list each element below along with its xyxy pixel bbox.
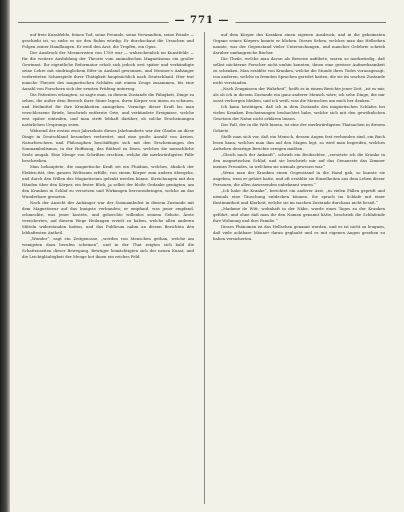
paragraph: auf dem Körper des Kranken einen eigenen Ausdruck, und in die geheimsten Organe seines Körpers konnte er blicken. Dieses Sehen, welches man das Hellsehen nannte, war der Gegenstand vieler Untersuchungen, und mancher Gelehrte schrieb darüber umfangreiche Bücher.	[213, 32, 385, 55]
paragraph: Ich kann bestätigen, daß ich in dem Zustande des magnetischen Schlafes bei vielen Kranken Erscheinungen beobachtet habe, welche sich mit den gewöhnlichen Gesetzen der Natur nicht erklären lassen.	[213, 104, 385, 121]
paragraph: Man behauptete, die magnetische Kraft sei ein Fluidum, welches, ähnlich der Elektricität, den ganzen Weltraum erfülle, von einem Körper zum andern übergehe, und durch den Willen des Magnetiseurs gelenkt werden könne. Streichungen mit den Händen über den Körper, ein fester Blick, ja selbst der bloße Gedanke genügten, um den Kranken in Schlaf zu versetzen und Wirkungen hervorzubringen, welche an das Wunderbare grenzten.	[22, 164, 194, 199]
paragraph: Nach der Ansicht der Anhänger war der Somnambulist in diesem Zustande mit dem Magnetiseur auf das Innigste verbunden; er empfand, was jener empfand, schmeckte, was jener kostete, und gehorchte willenlos seinem Gebote. Ärzte versicherten, auf diesem Wege Heilungen erzielt zu haben, welche allen anderen Mitteln widerstanden hatten, und das Publicum nahm an diesen Berichten den lebhaftesten Antheil.	[22, 200, 194, 235]
paragraph: „Wenn man der Kranken einen Gegenstand in die Hand gab, so konnte sie angeben, wem er gehört hatte, und oft erzählte sie Einzelheiten aus dem Leben dieser Personen, die allen Anwesenden unbekannt waren.“	[213, 170, 385, 187]
column-divider	[204, 32, 205, 504]
book-binding-shadow	[0, 0, 10, 512]
paragraph: „Wunder“, sagt ein Zeitgenosse, „werden von Menschen gethan, welche am wenigsten dazu berufen scheinen“, und in der That zeigten sich bald die Schattenseiten dieser Bewegung. Betrüger bemächtigten sich der neuen Kunst, und die Leichtgläubigkeit der Menge bot ihnen ein reiches Feld.	[22, 236, 194, 259]
paragraph: „Ich habe die Kranke“, berichtet ein anderer Arzt, „in vielen Fällen geprüft und niemals eine Täuschung entdecken können. Sie sprach im Schlafe mit einer Bestimmtheit und Klarheit, welche sie im wachen Zustande durchaus nicht besaß.“	[213, 188, 385, 205]
page-header	[18, 15, 386, 29]
paragraph: Stellt man sich vor, daß ein Mensch, dessen Augen fest verbunden sind, ein Buch lesen kann, welches man ihm auf den Magen legt, so wird man begreifen, welches Aufsehen derartige Berichte erregen mußten.	[213, 134, 385, 151]
paragraph: Der Ausdruck der Mesmeristen von 1789 war — wahrscheinlich im Kunstfelde — für die weitere Ausbildung der Theorie vom animalischen Magnetismus ein großer Gewinnst. Ihr eigentliche Reformator erhob sich jedoch erst später und verkündigte seine Lehre mit eindringlichem Eifer in Ausland gewonnen, und Mesmer's Anhänger verbreiteten Schauspiele ihrer Thätigkeit hauptsächlich nach Deutschland. Hier trat manche Theorie des magnetischen Schlafes mit einem Zeuge zusammen, bis eine Anzahl von Forschern sich der ernsten Prüfung unterzog.	[22, 50, 194, 91]
page-number: — 771 —	[169, 15, 236, 26]
paragraph: Die Patienten erlangten, so sagte man, in diesem Zustande die Fähigkeit, Dinge zu sehen, die außer dem Bereich ihrer Sinne lagen, ihren Körper von innen zu schauen, und Heilmittel für ihre Krankheiten anzugeben. Vermöge dieser Kraft las man verschlossene Briefe, beschrieb entfernte Orte, und verkündete Ereignisse, welche erst später eintrafen, und man stritt lebhaft darüber, ob solche Erscheinungen natürlichen Ursprungs seien.	[22, 92, 194, 127]
paragraph: auf freie Kunstfelde, feinen Tod, seine Freunde, seine Verwandten, seine Feinde — geschieht ist, so siehe es sie den Ruhm würdig. Er durchschaut die Ursachen und Folgen seiner Handlungen. Er weiß den Arzt, die Tropfen, ein Opus.	[22, 32, 194, 49]
paragraph: Die Theile, welche man davon als Beweise anführte, waren so merkwürdig, daß selbst nüchterne Forscher nicht umhin konnten, ihnen eine gewisse Aufmerksamkeit zu schenken. Man erzählte von Kranken, welche die Stunde ihres Todes vorausgesagt, von anderen, welche in fremden Sprachen geredet hatten, die sie im wachen Zustande nicht verstanden.	[213, 56, 385, 85]
right-text-column	[213, 32, 385, 508]
paragraph: Dieses Phänomen ist das Hellsehen genannt worden, und es ist nicht zu leugnen, daß viele achtbare Männer daran geglaubt und es mit eigenen Augen gesehen zu haben versicherten.	[213, 224, 385, 241]
paragraph: „Gleich nach der Ankunft“, schrieb ein Beobachter, „versetzte ich die Kranke in den magnetischen Schlaf, und sie beschrieb mir auf das Genaueste das Zimmer meines Freundes, in welchem sie niemals gewesen war.“	[213, 152, 385, 169]
paragraph: Während der ersten zwei Jahrzehnte dieses Jahrhunderts war der Glaube an diese Dinge in Deutschland besonders verbreitet, und eine große Anzahl von Ärzten, Naturforschern und Philosophen beschäftigte sich mit den Erscheinungen des Somnambulismus, in der Hoffnung, das Räthsel zu lösen, welches die menschliche Seele umgab. Eine Menge von Schriften erschien, welche die merkwürdigsten Fälle beschrieben.	[22, 128, 194, 163]
paragraph: Der Fall, der in die Welt hinein, ist eine der merkwürdigsten Thatsachen in diesem Gebiete.	[213, 122, 385, 133]
paragraph: „Madame de Witt, wohnhaft in der Nähe, wurde eines Tages zu der Kranken geführt, und ohne daß man ihr den Namen genannt hätte, beschrieb die Schlafende ihre Wohnung und ihre Familie.“	[213, 206, 385, 223]
paragraph: „Nach Zeugnissen der Wahrheit“, heißt es in einem Berichte jener Zeit, „ist es mir, als ob ich in diesem Zustande ein ganz anderer Mensch wäre; ich sehe Dinge, die mir sonst verborgen bleiben, und ich weiß, was die Menschen um mich her denken.“	[213, 86, 385, 103]
left-text-column	[22, 32, 194, 508]
